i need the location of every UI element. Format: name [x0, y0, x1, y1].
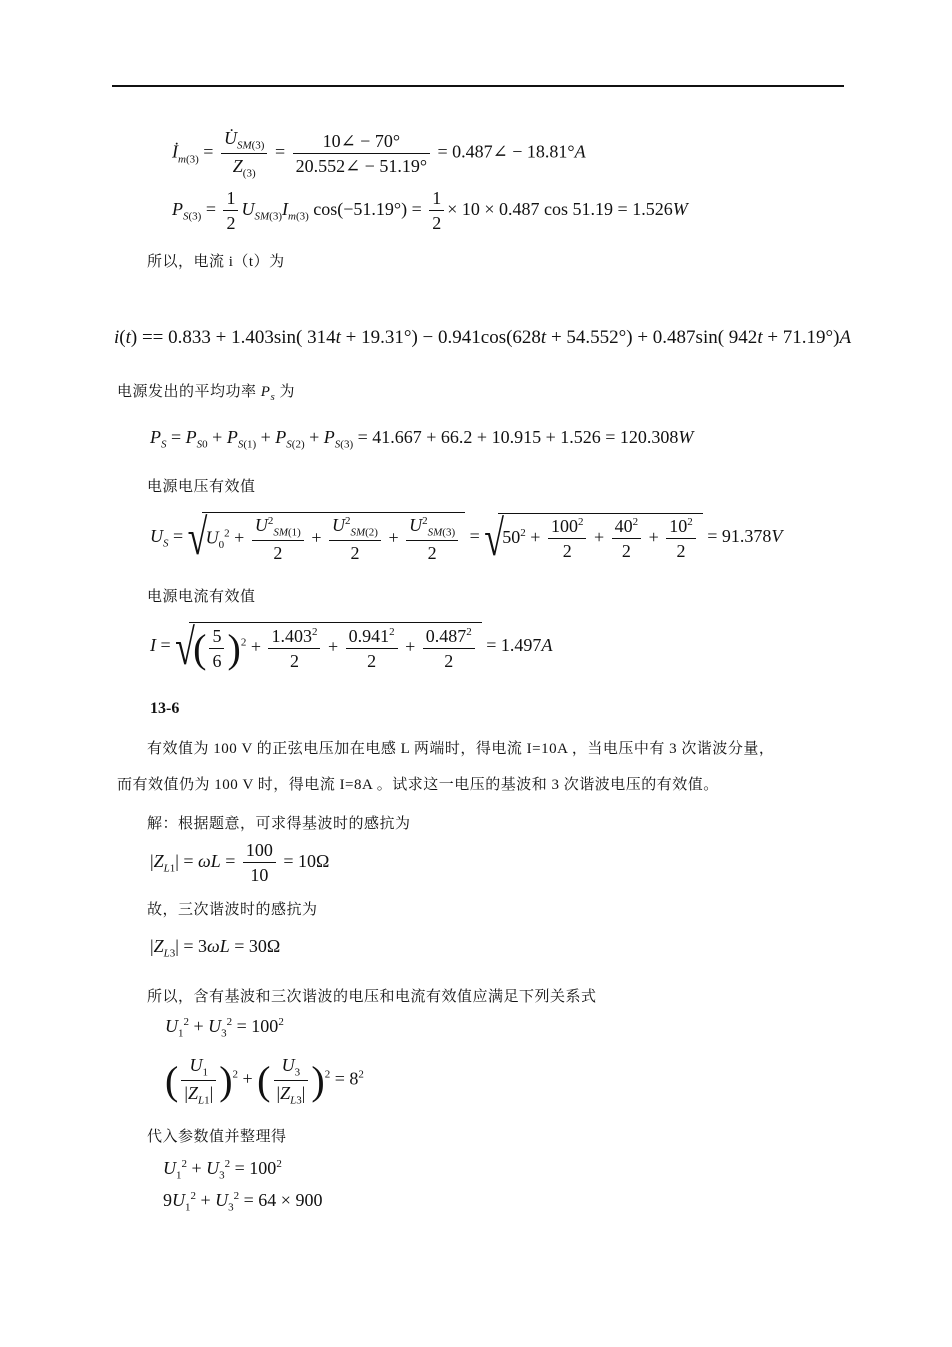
text-current-rms: 电源电流有效值	[147, 589, 256, 605]
equation-us: $U_S$ = √ $U_0^2$ + $\frac{U^2_{SM(1)}}{2}$ + $\frac{U^2_{SM(2)}}{2}$ + $\frac{U^2_{SM(3)}}{2}$ = √ $50^2$ + $\frac{100^2}{2}$ + $\frac{40^2}{2}$ + $\frac{10^2}{2}$ = 91.378V	[150, 509, 783, 567]
equation-zl3: $|Z_{L3}| = 3\omega L = 30\Omega$	[150, 936, 281, 960]
equation-final-2: $9U_1^2 + U_3^2 = 64 \times 900$	[163, 1190, 323, 1214]
equation-it: i(t) == 0.833 + 1.403sin( 314t + 19.31°) − 0.941cos(628t + 54.552°) + 0.487sin( 942t + 71.19°)A	[114, 327, 852, 348]
text-relation: 所以，含有基波和三次谐波的电压和电流有效值应满足下列关系式	[147, 989, 597, 1005]
problem-line-1: 有效值为 100 V 的正弦电压加在电感 L 两端时，得电流 I=10A ，当电压中有 3 次谐波分量，	[147, 741, 775, 757]
equation-i: I = √ ( $\frac{5}{6}$ )$^2$ + $\frac{1.403^2}{2}$ + $\frac{0.941^2}{2}$ + $\frac{0.487^2}{2}$ = 1.497A	[150, 619, 553, 676]
section-heading: 13-6	[150, 700, 180, 717]
equation-system-2: ( $\frac{U_1}{|Z_{L1}|}$ )$^2$ + ( $\frac{U_3}{|Z_{L3}|}$ )$^2 = 8^2$	[165, 1055, 364, 1107]
text-substitute: 代入参数值并整理得	[147, 1129, 287, 1145]
header-rule	[112, 85, 844, 87]
problem-line-2: 而有效值仍为 100 V 时，得电流 I=8A 。试求这一电压的基波和 3 次谐波电压的有效值。	[117, 777, 719, 793]
text-so-current: 所以，电流 i（t）为	[147, 254, 285, 270]
text-avg-power: 电源发出的平均功率 $P_s$ 为	[117, 384, 295, 403]
equation-im3: $İ_{m(3)}$ = $\frac{U̇_{SM(3)}}{Z_{(3)}}$ = $\frac{10\angle - 70^\circ}{20.552\angle - 51.19^\circ}$ = 0.487∠ − 18.81°A	[172, 128, 586, 180]
equation-zl1: $|Z_{L1}| = \omega L$ = $\frac{100}{10}$ = 10Ω	[150, 840, 330, 885]
solution-intro: 解：根据题意，可求得基波时的感抗为	[147, 816, 411, 832]
text-third-harmonic: 故，三次谐波时的感抗为	[147, 902, 318, 918]
equation-final-1: $U_1^2 + U_3^2 = 100^2$	[163, 1158, 282, 1182]
text-voltage-rms: 电源电压有效值	[147, 479, 256, 495]
equation-ps: $P_S = P_{S0} + P_{S(1)} + P_{S(2)} + P_{S(3)} = 41.667 + 66.2 + 10.915 + 1.526 = 120.308W$	[150, 427, 694, 451]
equation-system-1: $U_1^2 + U_3^2 = 100^2$	[165, 1016, 284, 1040]
equation-ps3: $P_{S(3)}$ = $\frac{1}{2}$ $U_{SM(3)}I_{m(3)}$ cos(−51.19°) = $\frac{1}{2}$ × 10 × 0.487 cos 51.19 = 1.526W	[172, 188, 688, 233]
